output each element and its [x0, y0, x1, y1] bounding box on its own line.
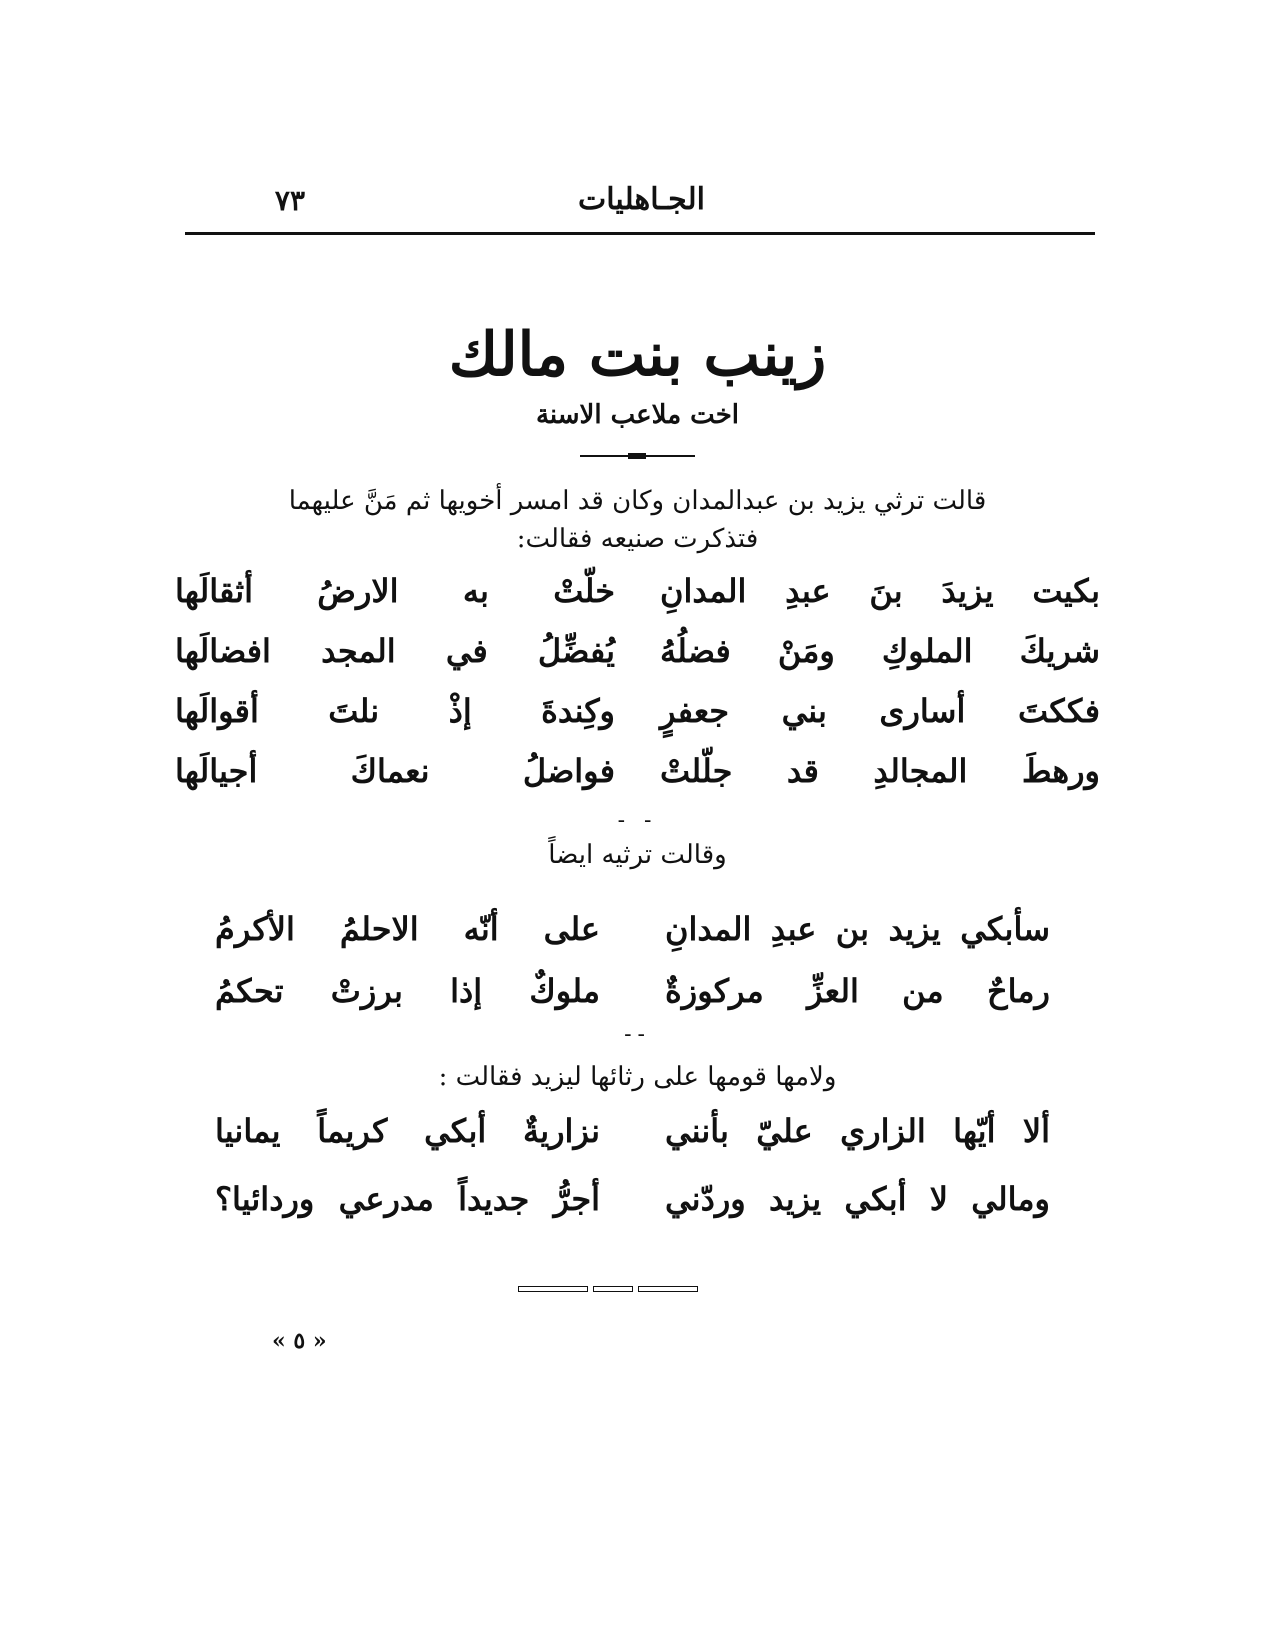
- hemistich-first: بكيت يزيدَ بنَ عبدِ المدانِ: [660, 572, 1100, 610]
- intro-line: قالت ترثي يزيد بن عبدالمدان وكان قد امسر أخويها ثم مَنَّ عليهما: [288, 486, 987, 516]
- ornament-segment: [593, 1286, 633, 1292]
- title-ornament: [580, 455, 695, 457]
- hemistich-second: على أنّه الاحلمُ الأكرمُ: [215, 910, 600, 948]
- hemistich-first: ومالي لا أبكي يزيد وردّني: [665, 1180, 1050, 1218]
- section-divider: --: [624, 1022, 651, 1047]
- verse: [175, 572, 1100, 628]
- ornament-segment: [518, 1286, 588, 1292]
- section-intro: ولامها قومها على رثائها ليزيد فقالت :: [438, 1062, 837, 1092]
- article-subtitle: اخت ملاعب الاسنة: [535, 400, 740, 430]
- running-title: الجـاهليات: [578, 182, 705, 217]
- page-number: ٧٣: [274, 184, 305, 217]
- hemistich-first: فككتَ أسارى بني جعفرٍ: [660, 692, 1100, 730]
- running-header: [185, 182, 1095, 226]
- hemistich-first: ورهطَ المجالدِ قد جلّلتْ: [660, 752, 1100, 790]
- verse: [215, 1112, 1050, 1168]
- hemistich-second: فواضلُ نعماكَ أجيالَها: [175, 752, 615, 790]
- header-rule: [185, 232, 1095, 235]
- article-title: زينب بنت مالك: [448, 320, 827, 390]
- verse: [175, 752, 1100, 808]
- intro-paragraph: [230, 482, 1045, 558]
- hemistich-second: أجرُّ جديداً مدرعي وردائيا؟: [215, 1180, 600, 1218]
- verse: [215, 910, 1050, 966]
- hemistich-second: ملوكٌ إذا برزتْ تحكمُ: [215, 972, 600, 1010]
- hemistich-second: يُفضِّلُ في المجد افضالَها: [175, 632, 615, 670]
- ornament-segment: [638, 1286, 698, 1292]
- hemistich-first: رماحٌ من العزِّ مركوزةٌ: [665, 972, 1050, 1010]
- hemistich-first: ألا أيّها الزاري عليّ بأنني: [665, 1112, 1050, 1150]
- section-intro: وقالت ترثيه ايضاً: [548, 840, 727, 870]
- verse: [215, 972, 1050, 1028]
- verse: [175, 632, 1100, 688]
- hemistich-second: وكِندةَ إذْ نلتَ أقوالَها: [175, 692, 615, 730]
- hemistich-first: شريكَ الملوكِ ومَنْ فضلُهُ: [660, 632, 1100, 670]
- signature-mark: « ٥ »: [272, 1328, 327, 1354]
- hemistich-second: نزاريةٌ أبكي كريماً يمانيا: [215, 1112, 600, 1150]
- hemistich-first: سأبكي يزيد بن عبدِ المدانِ: [665, 910, 1050, 948]
- verse: [175, 692, 1100, 748]
- intro-line: فتذكرت صنيعه فقالت:: [516, 524, 759, 554]
- end-ornament: [518, 1286, 698, 1294]
- hemistich-second: خلّتْ به الارضُ أثقالَها: [175, 572, 615, 610]
- section-divider: - -: [617, 808, 658, 833]
- verse: [215, 1180, 1050, 1236]
